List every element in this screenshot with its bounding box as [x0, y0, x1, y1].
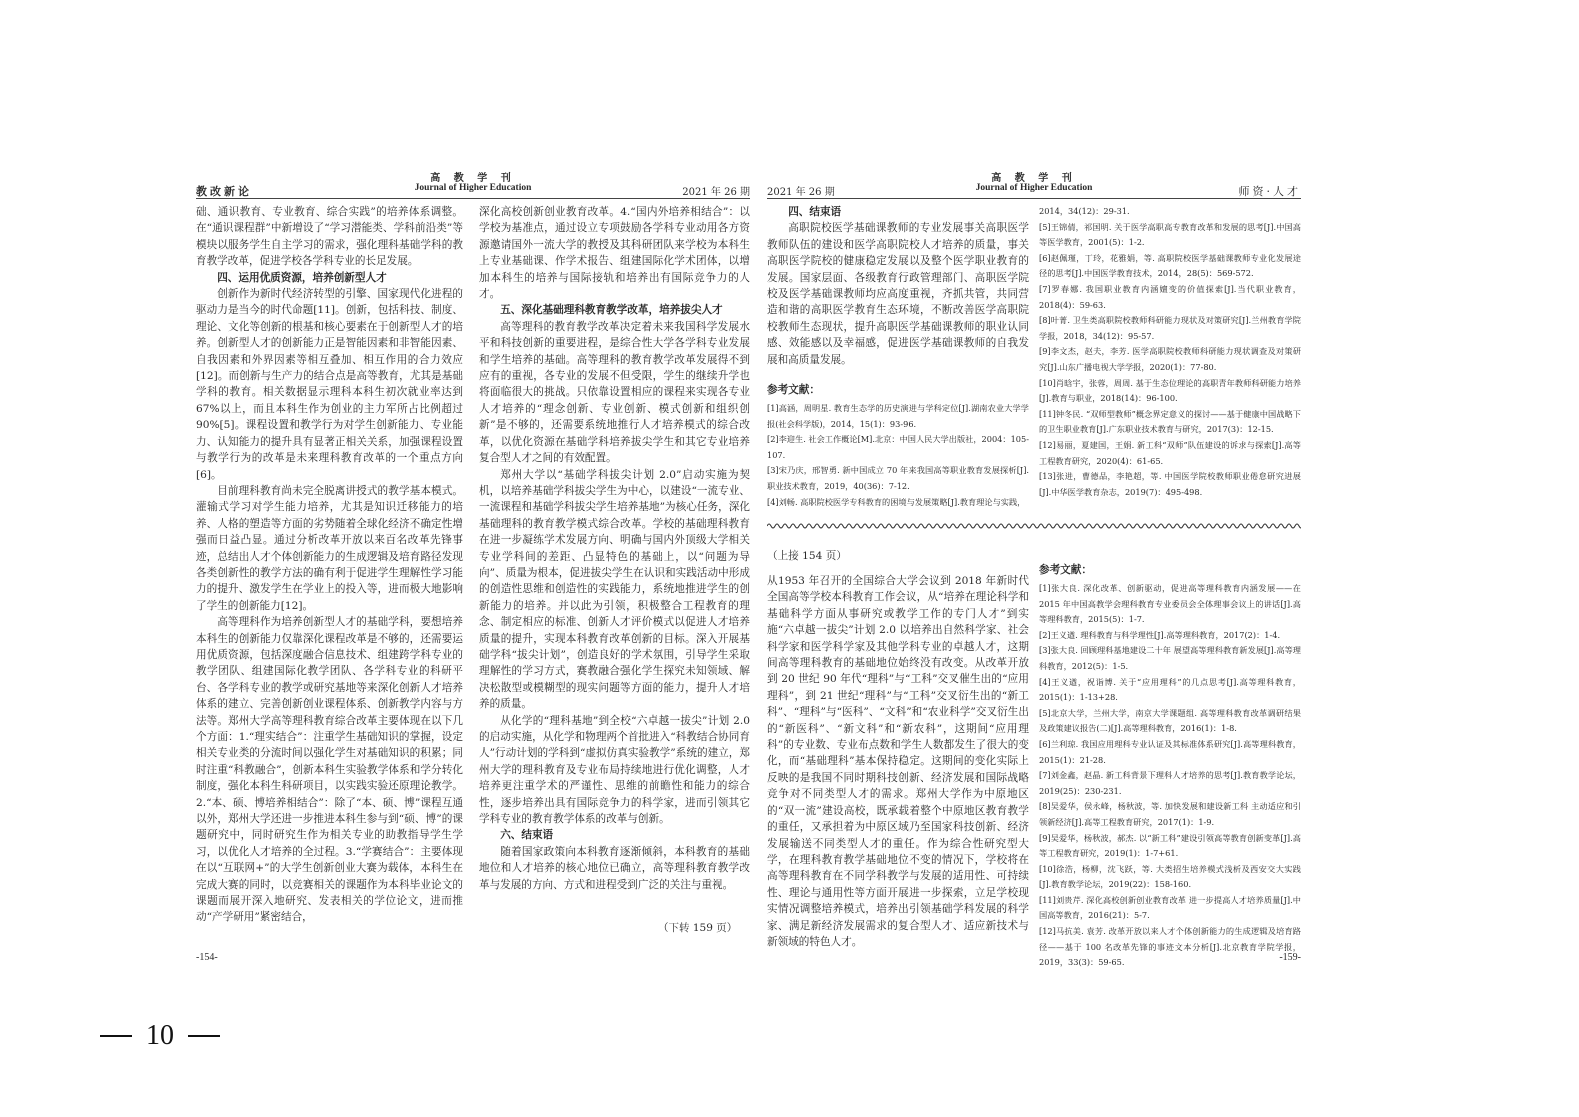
reference-item: [4]王义遒，祝诣博. 关于“应用理科”的几点思考[J].高等理科教育，2015(1)：1-13+28.	[1039, 676, 1301, 703]
reference-item: [5]北京大学，兰州大学，南京大学课题组. 高等理科教育改革调研结果及政策建议报告(二)[J].高等理科教育，2016(1)：1-8.	[1039, 707, 1301, 734]
reference-item: [9]李文杰，赵夫，李芳. 医学高职院校教师科研能力现状调查及对策研究[J].山东广播电视大学学报，2020(1)：77-80.	[1039, 346, 1301, 372]
reference-item: [10]肖晗宇，张蓉，周周. 基于生态位理论的高职青年教师科研能力培养[J].教育与职业，2018(14)：96-100.	[1039, 377, 1301, 404]
running-header	[767, 168, 1301, 199]
continued-from-note: （上接 154 页）	[767, 550, 847, 562]
reference-item: [11]刘贵芹. 深化高校创新创业教育改革 进一步提高人才培养质量[J].中国高等教育，2016(21)：5-7.	[1039, 894, 1301, 921]
section-heading: 四、结束语	[788, 206, 842, 218]
reference-item: [4]刘畅. 高职院校医学专科教育的困境与发展策略[J].教育理论与实践，	[767, 496, 1026, 507]
reference-item: [9]吴爱华，杨秋波，郝杰. 以“新工科”建设引领高等教育创新变革[J].高等工程教育研究，2019(1)：1-7+61.	[1039, 832, 1301, 859]
reference-item: [8]叶菁. 卫生类高职院校教师科研能力现状及对策研究[J].兰州教育学院学报，2018，34(12)：95-57.	[1039, 315, 1301, 341]
section-name: 教改新论	[196, 185, 252, 198]
reference-item: [6]赵佩瑾，丁玲，花雅娟，等. 高职院校医学基础课教师专业化发展途径的思考[J].中国医学教育技术，2014，28(5)：569-572.	[1039, 252, 1301, 279]
column-2	[479, 204, 750, 893]
running-header	[196, 168, 750, 199]
reference-item: [8]吴爱华，侯永峰，杨秋波，等. 加快发展和建设新工科 主动适应和引领新经济[J].高等工程教育研究，2017(1)：1-9.	[1039, 801, 1301, 827]
paragraph: 深化高校创新创业教育改革。4.“国内外培养相结合”：以学校为基准点，通过设立专项鼓励各学科专业动用各方资源邀请国外一流大学的教授及其科研团队来学校为本科生上专业基础课、作学术报告、组建国际化学术团体，以增加本科生的培养与国际接轨和培养出有国际竞争力的人才。	[479, 206, 750, 301]
journal-title-en: Journal of Higher Education	[414, 183, 532, 193]
paragraph: 高等理科的教育教学改革决定着未来我国科学发展水平和科技创新的重要进程，是综合性大学各学科专业发展和学生培养的基础。高等理科的教育教学改革发展得不到应有的重视，各专业的发展不但受限，学生的继续升学也将面临很大的挑战。只依靠设置相应的课程来实现各专业人才培养的“理念创新、专业创新、模式创新和组织创新”是不够的，还需要系统地推行人才培养模式的综合改革，以优化资源在基础学科培养拔尖学生和其它专业培养复合型人才之间的有效配置。	[479, 320, 750, 465]
reference-item: [12]易丽，夏建国，王娟. 新工科“双师”队伍建设的诉求与探索[J].高等工程教育研究，2020(4)：61-65.	[1039, 439, 1301, 466]
reference-item: [5]王锦倩，祁国明. 关于医学高职高专教育改革和发展的思考[J].中国高等医学教育，2001(5)：1-2.	[1039, 221, 1301, 248]
journal-title-cn: 高 教 学 刊	[991, 173, 1077, 184]
paragraph: 从化学的“理科基地”到全校“六卓越一拔尖”计划 2.0 的启动实施，从化学和物理两个首批进入“科教结合协同育人”行动计划的学科到“虚拟仿真实验教学”系统的建立，郑州大学的理科教育及专业布局持续地进行优化调整，人才培养更注重学术的严谨性、思维的前瞻性和能力的综合性，逐步培养出具有国际竞争力的科学家，进而引领其它学科专业的教育教学体系的改革与创新。	[479, 714, 750, 826]
references-heading: 参考文献：	[1039, 564, 1092, 576]
continued-note: （下转 159 页）	[658, 922, 738, 934]
reference-item: 2014，34(12)：29-31.	[1039, 206, 1130, 216]
reference-item: [11]钟冬民. “双师型教师”概念界定意义的探讨——基于健康中国战略下的卫生职业教育[J].广东职业技术教育与研究，2017(3)：12-15.	[1039, 408, 1301, 435]
column-2-bottom	[1039, 548, 1301, 971]
reference-item: [12]马抗美. 袁芳. 改革开放以来人才个体创新能力的生成逻辑及培育路径——基于 100 名改革先锋的事迹文本分析[J].北京教育学院学报，2019，33(3)：59-65.	[1039, 926, 1301, 968]
column-1	[196, 204, 463, 926]
reference-item: [7]刘金鑫，赵晶. 新工科背景下理科人才培养的思考[J].教育教学论坛，2019(25)：230-231.	[1039, 770, 1301, 796]
reference-item: [13]张进，曹德品，李艳超，等. 中国医学院校教师职业倦怠研究进展[J].中华医学教育杂志，2019(7)：495-498.	[1039, 471, 1301, 497]
paragraph: 高职院校医学基础课教师的专业发展事关高职医学教师队伍的建设和医学高职院校人才培养的质量，事关高职医学院校的健康稳定发展以及整个医学职业教育的发展。国家层面、各级教育行政管理部门、高职医学院校及医学基础课教师均应高度重视，齐抓共管，共同营造和谐的高职医学教育生态环境，不断改善医学高职院校教师生态现状，提升高职医学基础课教师的职业认同感、效能感以及幸福感，促进医学基础课教师的自我发展和高质量发展。	[767, 222, 1029, 366]
paragraph: 目前理科教育尚未完全脱离讲授式的教学基本模式。灌输式学习对学生能力培养，尤其是知识迁移能力的培养、人格的塑造等方面的劣势随着全球化经济不确定性增强而日益凸显。通过分析改革开放以来百名改革先锋事迹，总结出人才个体创新能力的生成逻辑及培育路径发现各类创新性的教学方法的确有利于促进学生理解性学习能力的提升、激发学生在学业上的投入等，进而极大地影响了学生的创新能力[12]。	[196, 484, 463, 612]
reference-item: [1]张大良. 深化改革、创新驱动，促进高等理科教育内涵发展——在 2015 年中国高教学会理科教育专业委员会全体理事会议上的讲话[J].高等理科教育，2015(5)：1-7.	[1039, 583, 1301, 625]
reference-item: [3]宋乃庆，邢智勇. 新中国成立 70 年来我国高等职业教育发展探析[J].职业技术教育，2019，40(36)：7-12.	[767, 465, 1029, 492]
issue-label: 2021 年 26 期	[767, 187, 835, 198]
right-page	[767, 168, 1301, 968]
page-number: -154-	[196, 952, 218, 963]
reference-item: [7]罗春娜. 我国职业教育内涵嬗变的价值探索[J].当代职业教育，2018(4)：59-63.	[1039, 283, 1301, 310]
paragraph: 随着国家政策向本科教育逐渐倾斜，本科教育的基础地位和人才培养的核心地位已确立，高等理科教育教学改革与发展的方向、方式和进程受到广泛的关注与重视。	[479, 845, 750, 891]
section-heading: 六、结束语	[500, 829, 554, 842]
left-page	[196, 168, 750, 968]
paragraph: 从1953 年召开的全国综合大学会议到 2018 年新时代全国高等学校本科教育工作会议，从“培养在理论科学和基础科学方面从事研究或教学工作的专门人才”到实施“六卓越一拔尖”计划 2.0 以培养出自然科学家、社会科学家和医学科学家及其他学科专业的卓越人才，这期间高等理科教育的基础地位始终没有改变。从改革开放到 20 世纪 90 年代“理科”与“工科”交叉催生出的“应用理科”，到 21 世纪“理科”与“工科”交叉衍生出的“新工科”、“理科”与“医科”、“文科”和“农业科学”交叉衍生出的“新医科”、“新文科”和“新农科”，这期间“应用理科”的专业数、专业布点数和学生人数都发生了很大的变化，而“基础理科”基本保持稳定。这期间的变化实际上反映的是我国不同时期科技创新、经济发展和国际战略竞争对不同类型人才的需求。郑州大学作为中原地区的“双一流”建设高校，既承载着整个中原地区教育教学的重任，又承担着为中原区域乃至国家科技创新、经济发展输送不同类型人才的重任。作为综合性研究型大学，在理科教育教学基础地位不变的情况下，学校将在高等理科教育在不同学科教学与发展的适用性、可持续性、理论与通用性等方面开展进一步探索，立足学校现实情况调整培养模式，培养出引领基础学科发展的科学家、满足新经济发展需求的复合型人才、适应新技术与新领域的特色人才。	[767, 575, 1029, 948]
page-number: -159-	[1279, 952, 1301, 963]
section-heading: 五、深化基础理科教育教学改革，培养拔尖人才	[500, 304, 723, 317]
reference-item: [10]徐浩，杨柳，沈飞跃，等. 大类招生培养模式浅析及西安交大实践[J].教育教学论坛，2019(22)：158-160.	[1039, 863, 1301, 890]
section-divider-wave	[767, 522, 1301, 530]
journal-title-en: Journal of Higher Education	[975, 183, 1093, 193]
paragraph: 高等理科作为培养创新型人才的基础学科，要想培养本科生的创新能力仅靠深化课程改革是不够的，还需要运用优质资源，包括深度融合信息技术、组建跨学科专业的教学团队、组建国际化教学团队、各学科专业的科研平台、各学科专业的教学或研究基地等来深化创新人才培养体系的建立、完善创新创业课程体系、创新教学内容与方法等。郑州大学高等理科教育综合改革主要体现在以下几个方面：1.“理实结合”：注重学生基础知识的掌握，设定相关专业类的分流时间以强化学生对基础知识的积累；同时注重“科教融合”，创新本科生实验教学体系和学分转化制度，强化本科生科研项目，以实践实验还原理论教学。2.“本、硕、博培养相结合”：除了“本、硕、博”课程互通以外，郑州大学还进一步推进本科生参与到“硕、博”的课题研究中，同时研究生作为相关专业的助教指导学生学习，以优化人才培养的全过程。3.“学赛结合”：主要体现在以“互联网+”的大学生创新创业大赛为载体，本科生在完成大赛的同时，以竞赛相关的课题作为本科毕业论文的课题而展开深入地研究、发表相关的学位论文，进而推动“产学研用”紧密结合，	[196, 616, 463, 924]
paragraph: 创新作为新时代经济转型的引擎、国家现代化进程的驱动力是当今的时代命题[11]。创新，包括科技、制度、理论、文化等创新的根基和核心要素在于创新型人才的培养。创新型人才的创新能力正是智能因素和非智能因素、自我因素和外界因素等相互叠加、相互作用的合力效应[12]。而创新与生产力的结合点是高等教育，尤其是基础学科的教育。相关数据显示理科本科生初次就业率达到 67%以上，而且本科生作为创业的主力军所占比例超过 90%[5]。课程设置和教学行为对学生创新能力、专业能力、认知能力的提升具有显著正相关关系，加强课程设置与教学行为的改革是未来理科教育改革的一个重点方向[6]。	[196, 288, 463, 481]
section-heading: 四、运用优质资源，培养创新型人才	[217, 271, 387, 284]
paragraph: 础、通识教育、专业教育、综合实践”的培养体系调整。在“通识课程群”中新增设了“学习潜能类、学科前沿类”等模块以服务学生自主学习的需求，强化理科基础学科的教育教学改革，促进学校各学科专业的长足发展。	[196, 206, 463, 268]
issue-label: 2021 年 26 期	[682, 187, 750, 198]
folio-dash-left	[100, 1035, 132, 1037]
folio-text: 10	[146, 1020, 174, 1051]
section-name: 师资·人才	[1238, 185, 1301, 198]
column-1-bottom	[767, 548, 1029, 950]
column-1-top	[767, 204, 1029, 510]
wave-line	[767, 524, 1301, 528]
reference-item: [3]张大良. 回顾理科基地建设二十年 展望高等理科教育新发展[J].高等理科教育，2012(5)：1-5.	[1039, 645, 1301, 671]
column-2-top	[1039, 204, 1301, 500]
folio-number	[100, 1020, 220, 1052]
journal-title-cn: 高 教 学 刊	[430, 173, 516, 184]
reference-item: [1]高涵，周明星. 教育生态学的历史演进与学科定位[J].湖南农业大学学报(社会科学版)，2014，15(1)：93-96.	[767, 403, 1029, 429]
paragraph: 郑州大学以“基础学科拔尖计划 2.0”启动实施为契机，以培养基础学科拔尖学生为中心，以建设“一流专业、一流课程和基础学科拔尖学生培养基地”为核心任务，深化基础理科的教育教学模式综合改革。学校的基础理科教育在进一步凝练学术发展方向、明确与国内外顶级大学相关专业学科间的差距、凸显特色的基础上，以“问题为导向”、质量为根本，促进拔尖学生在认识和实践活动中形成的创造性思维和创造性的实践能力，系统地推进学生的创新能力的培养。并以此为引领，积极整合工程教育的理念、制定相应的标准、创新人才评价模式以促进人才培养质量的提升，实现本科教育改革创新的目标。深入开展基础学科“拔尖计划”，创造良好的学术氛围，引导学生采取理解性的学习方式，赛教融合强化学生探究未知领域、解决松散型或模糊型的现实问题等方面的能力，提升人才培养的质量。	[479, 468, 750, 711]
reference-item: [2]王义遒. 理科教育与科学理性[J].高等理科教育，2017(2)：1-4.	[1039, 629, 1281, 640]
reference-item: [2]李迎生. 社会工作概论[M].北京：中国人民大学出版社，2004：105-107.	[767, 434, 1029, 460]
reference-item: [6]兰利琼. 我国应用理科专业认证及其标准体系研究[J].高等理科教育，2015(1)：21-28.	[1039, 738, 1301, 765]
references-heading: 参考文献：	[767, 384, 820, 397]
folio-dash-right	[188, 1035, 220, 1037]
